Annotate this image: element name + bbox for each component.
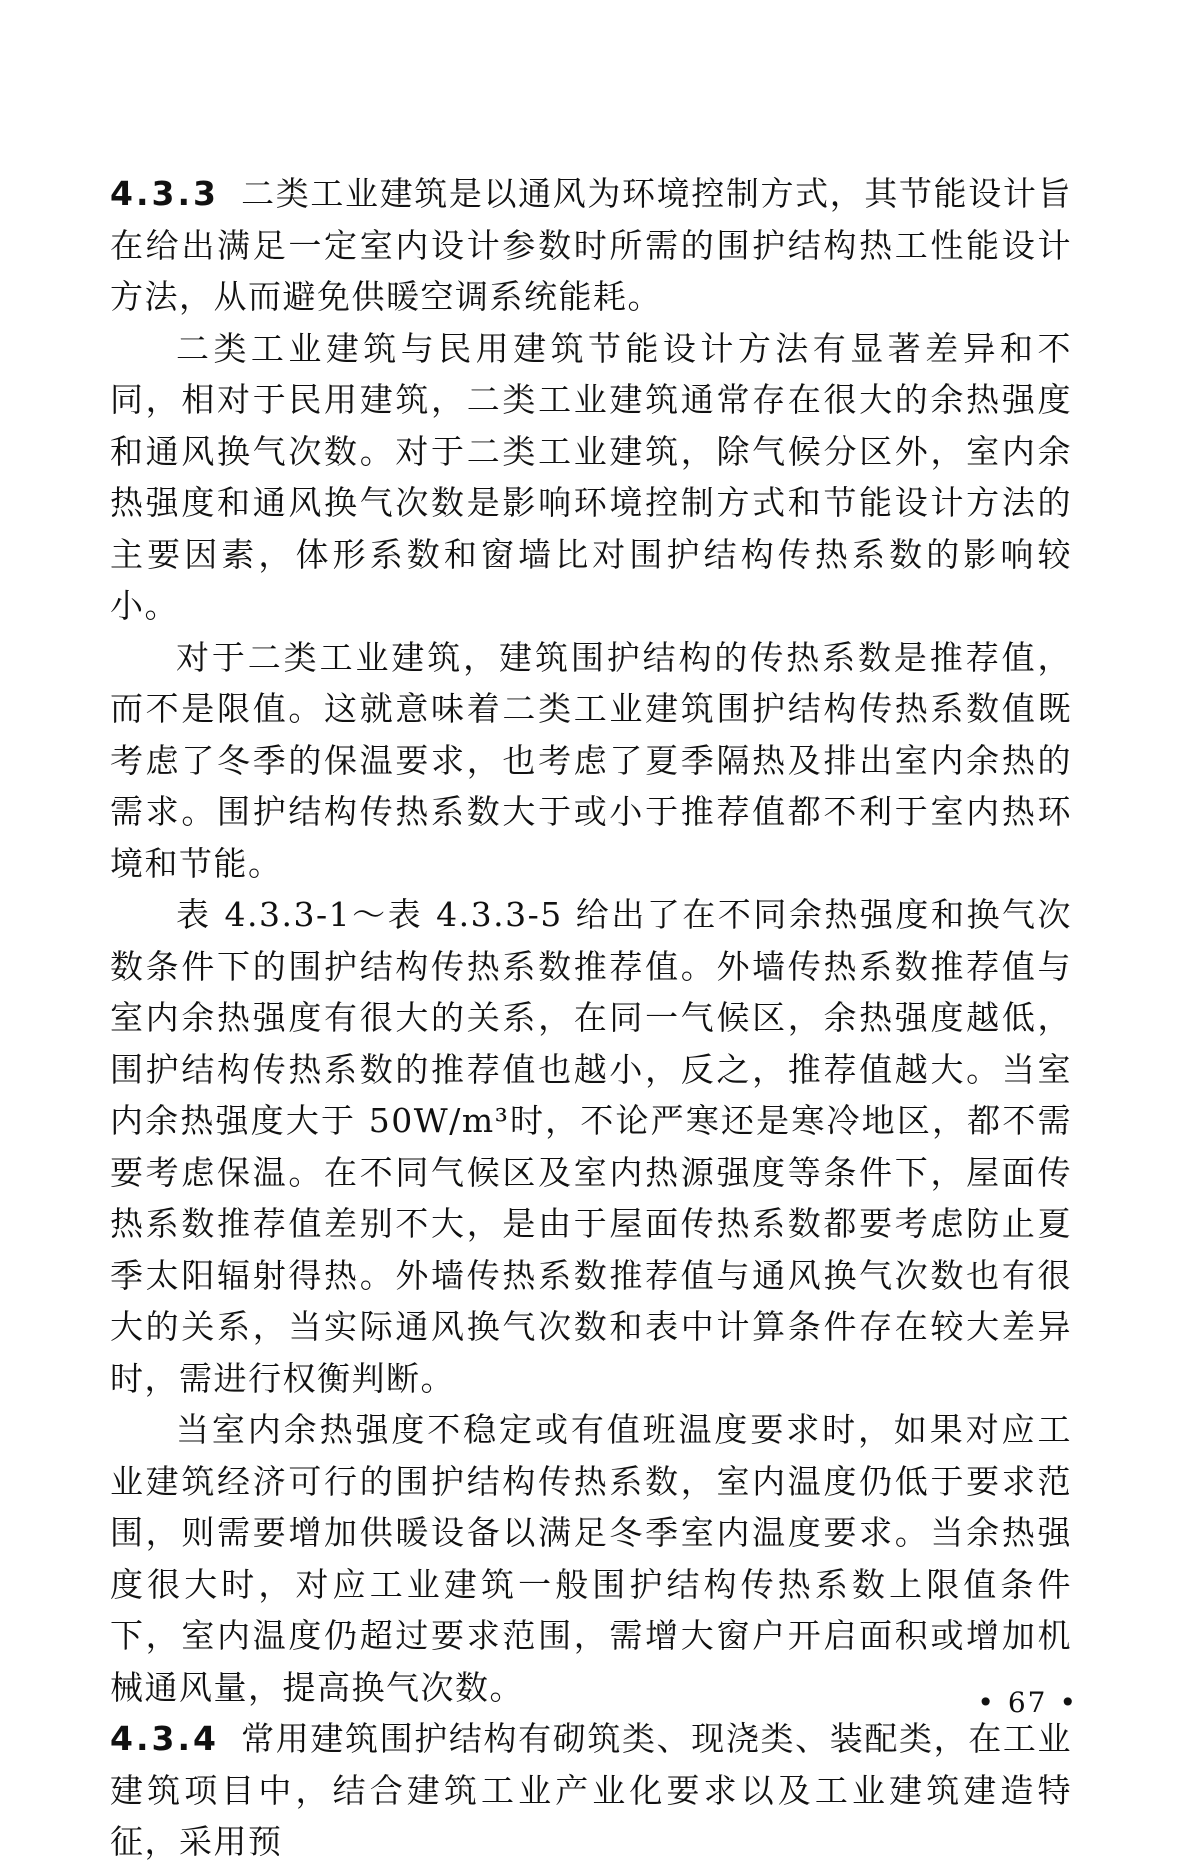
clause-text: 二类工业建筑是以通风为环境控制方式，其节能设计旨在给出满足一定室内设计参数时所需的围护结构热工性能设计方法，从而避免供暖空调系统能耗。	[110, 174, 1072, 316]
paragraph-2: 二类工业建筑与民用建筑节能设计方法有显著差异和不同，相对于民用建筑，二类工业建筑通常存在很大的余热强度和通风换气次数。对于二类工业建筑，除气候分区外，室内余热强度和通风换气次数是影响环境控制方式和节能设计方法的主要因素，体形系数和窗墙比对围护结构传热系数的影响较小。	[110, 328, 1072, 625]
clause-number: 4.3.4	[110, 1719, 219, 1758]
clause-number: 4.3.3	[110, 174, 219, 213]
page-footer	[965, 1686, 1090, 1719]
clause-text: 常用建筑围护结构有砌筑类、现浇类、装配类，在工业建筑项目中，结合建筑工业产业化要求以及工业建筑建造特征，采用预	[110, 1719, 1072, 1861]
bullet-dot: •	[977, 1686, 996, 1719]
paragraph-5: 当室内余热强度不稳定或有值班温度要求时，如果对应工业建筑经济可行的围护结构传热系数，室内温度仍低于要求范围，则需要增加供暖设备以满足冬季室内温度要求。当余热强度很大时，对应工业建筑一般围护结构传热系数上限值条件下，室内温度仍超过要求范围，需增大窗户开启面积或增加机械通风量，提高换气次数。	[110, 1410, 1072, 1707]
body-text	[110, 168, 1072, 1868]
clause-4-3-3	[110, 168, 1072, 323]
clause-4-3-4	[110, 1713, 1072, 1868]
paragraph-4: 表 4.3.3-1～表 4.3.3-5 给出了在不同余热强度和换气次数条件下的围护结构传热系数推荐值。外墙传热系数推荐值与室内余热强度有很大的关系，在同一气候区，余热强度越低，围护结构传热系数的推荐值也越小，反之，推荐值越大。当室内余热强度大于 50W/m³时，不论严寒还是寒冷地区，都不需要考虑保温。在不同气候区及室内热源强度等条件下，屋面传热系数推荐值差别不大，是由于屋面传热系数都要考虑防止夏季太阳辐射得热。外墙传热系数推荐值与通风换气次数也有很大的关系，当实际通风换气次数和表中计算条件存在较大差异时，需进行权衡判断。	[110, 895, 1072, 1398]
paragraph-3: 对于二类工业建筑，建筑围护结构的传热系数是推荐值，而不是限值。这就意味着二类工业建筑围护结构传热系数值既考虑了冬季的保温要求，也考虑了夏季隔热及排出室内余热的需求。围护结构传热系数大于或小于推荐值都不利于室内热环境和节能。	[110, 637, 1072, 883]
bullet-dot: •	[1059, 1686, 1078, 1719]
page-number: 67	[1007, 1686, 1048, 1719]
